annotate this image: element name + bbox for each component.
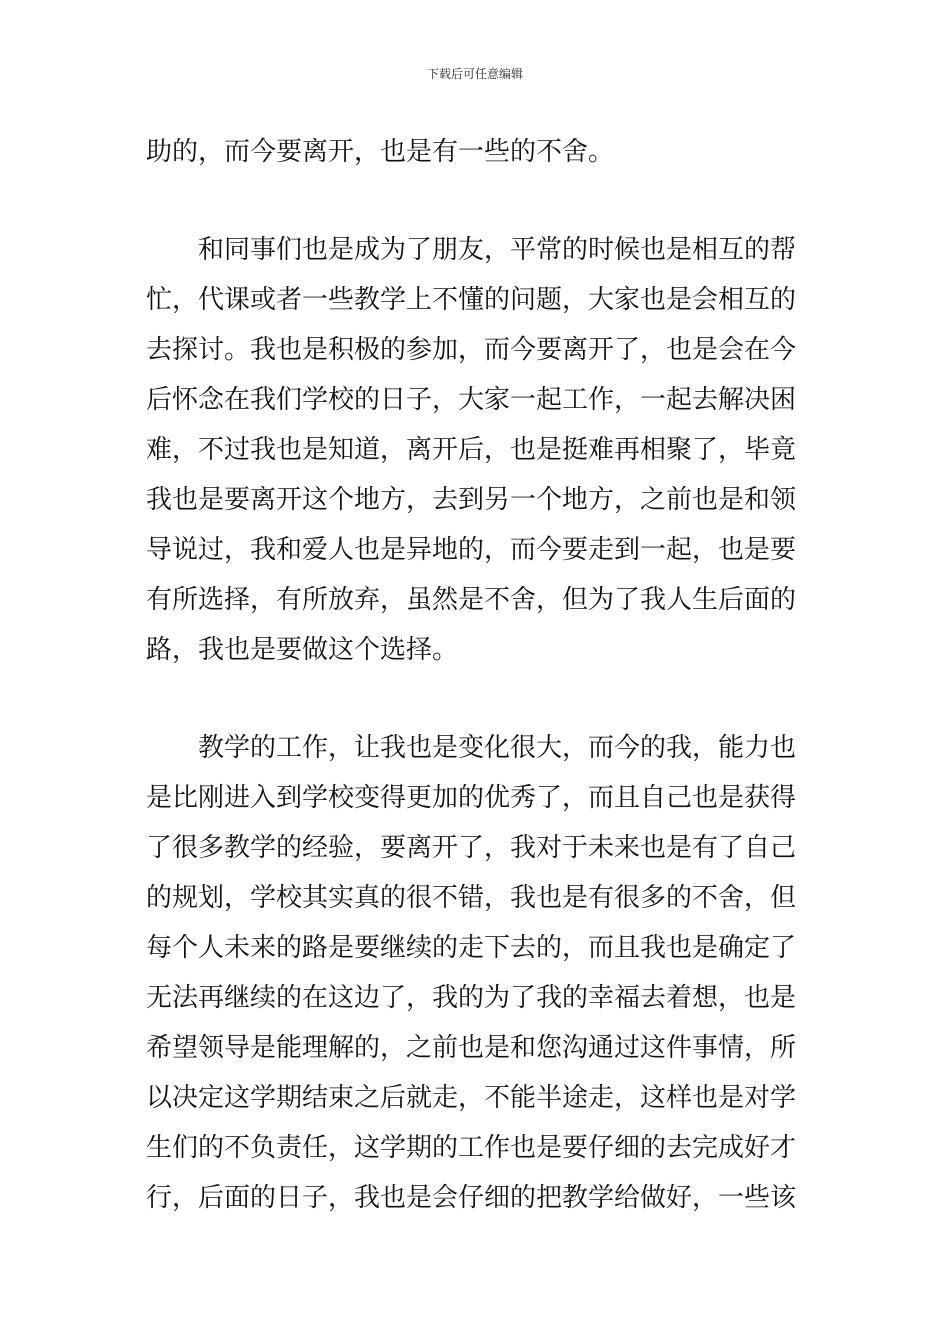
text-line: 是比刚进入到学校变得更加的优秀了，而且自己也是获得 <box>146 783 797 813</box>
text-line: 每个人未来的路是要继续的走下去的，而且我也是确定了 <box>146 933 797 963</box>
text-line: 我也是要离开这个地方，去到另一个地方，之前也是和领 <box>146 485 797 515</box>
text-line: 后怀念在我们学校的日子，大家一起工作，一起去解决困 <box>146 385 797 415</box>
text-line: 有所选择，有所放弃，虽然是不舍，但为了我人生后面的 <box>146 585 797 615</box>
text-line: 了很多教学的经验，要离开了，我对于未来也是有了自己 <box>146 833 797 863</box>
text-line: 无法再继续的在这边了，我的为了我的幸福去着想，也是 <box>146 983 797 1013</box>
page-header: 下载后可任意编辑 <box>426 67 523 81</box>
text-line: 生们的不负责任，这学期的工作也是要仔细的去完成好才 <box>146 1133 797 1163</box>
text-line: 希望领导是能理解的，之前也是和您沟通过这件事情，所 <box>146 1033 797 1063</box>
text-line: 行，后面的日子，我也是会仔细的把教学给做好，一些该 <box>146 1183 797 1213</box>
text-line: 的规划，学校其实真的很不错，我也是有很多的不舍，但 <box>146 883 797 913</box>
text-line: 以决定这学期结束之后就走，不能半途走，这样也是对学 <box>146 1083 797 1113</box>
text-line: 助的，而今要离开，也是有一些的不舍。 <box>146 137 615 167</box>
text-line: 去探讨。我也是积极的参加，而今要离开了，也是会在今 <box>146 335 797 365</box>
text-line: 忙，代课或者一些教学上不懂的问题，大家也是会相互的 <box>146 285 797 315</box>
text-line: 路，我也是要做这个选择。 <box>146 635 459 665</box>
paragraph-first-line: 和同事们也是成为了朋友，平常的时候也是相互的帮 <box>198 235 797 265</box>
text-line: 导说过，我和爱人也是异地的，而今要走到一起，也是要 <box>146 535 797 565</box>
paragraph-first-line: 教学的工作，让我也是变化很大，而今的我，能力也 <box>198 733 797 763</box>
text-line: 难，不过我也是知道，离开后，也是挺难再相聚了，毕竟 <box>146 435 797 465</box>
